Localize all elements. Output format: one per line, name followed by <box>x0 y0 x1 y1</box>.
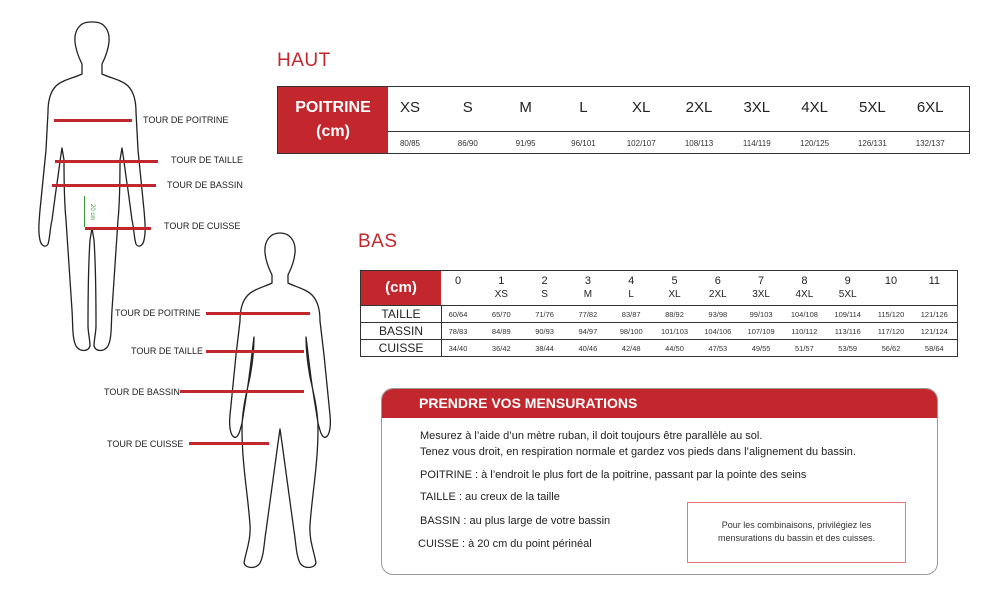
bas-cell-value: 110/112 <box>791 327 818 336</box>
haut-chest-value: 126/131 <box>857 139 887 148</box>
bas-size-letter: 3XL <box>752 289 770 300</box>
bas-title: BAS <box>358 231 398 252</box>
bas-divider-2 <box>361 322 957 323</box>
haut-size-label: 4XL <box>801 99 828 116</box>
bas-cell-value: 38/44 <box>535 344 554 353</box>
male-chest-line <box>54 119 132 122</box>
bas-header-cell: (cm) <box>361 271 441 305</box>
bas-cell-value: 107/109 <box>747 327 775 336</box>
haut-chest-value: 91/95 <box>515 139 536 148</box>
bas-cell-value: 71/76 <box>535 310 554 319</box>
haut-header-line1: POITRINE <box>295 99 371 116</box>
haut-chest-value: 86/90 <box>457 139 478 148</box>
bas-cell-value: 117/120 <box>877 327 905 336</box>
bas-cell-value: 51/57 <box>795 344 814 353</box>
bas-cell-value: 56/62 <box>881 344 901 353</box>
haut-chest-value: 96/101 <box>571 139 596 148</box>
mensurations-bassin: BASSIN : au plus large de votre bassin <box>420 515 611 527</box>
bas-cell-value: 65/70 <box>491 310 511 319</box>
bas-row-label: BASSIN <box>378 324 423 338</box>
bas-row-label: TAILLE <box>381 307 421 321</box>
mensurations-line2: Tenez vous droit, en respiration normale et gardez vos pieds dans l’alignement du bassin. <box>420 446 856 458</box>
male-20cm-label: 20 cm <box>89 204 95 221</box>
bas-cell-value: 121/124 <box>920 327 948 336</box>
bas-cell-value: 84/89 <box>491 327 511 336</box>
bas-size-letter: M <box>583 289 593 300</box>
bas-cell-value: 36/42 <box>491 344 511 353</box>
male-waist-line <box>55 160 158 163</box>
male-label-cuisse: TOUR DE CUISSE <box>164 221 241 231</box>
bas-size-number: 7 <box>758 275 765 287</box>
bas-size-number: 0 <box>454 275 462 287</box>
mensurations-title: PRENDRE VOS MENSURATIONS <box>382 389 937 418</box>
bas-size-number: 10 <box>884 275 898 287</box>
male-label-bassin: TOUR DE BASSIN <box>167 180 243 190</box>
female-label-taille: TOUR DE TAILLE <box>131 346 204 356</box>
haut-chest-value: 114/119 <box>742 139 771 148</box>
haut-size-label: 3XL <box>743 99 771 116</box>
haut-chest-value: 132/137 <box>915 139 945 148</box>
male-20cm-guide <box>84 196 85 227</box>
bas-cell-value: 101/103 <box>660 327 689 336</box>
bas-cell-value: 49/55 <box>751 344 771 353</box>
haut-size-label: XS <box>399 99 420 116</box>
haut-chest-value: 120/125 <box>800 139 830 148</box>
haut-chest-value: 80/85 <box>399 139 421 148</box>
bas-cell-value: 90/93 <box>535 327 554 336</box>
female-label-cuisse: TOUR DE CUISSE <box>107 439 184 449</box>
bas-divider-1 <box>361 305 957 306</box>
bas-cell-value: 60/64 <box>448 310 468 319</box>
haut-size-label: M <box>519 99 532 116</box>
bas-size-letter: 5XL <box>838 289 857 300</box>
bas-cell-value: 58/64 <box>924 344 944 353</box>
mensurations-panel <box>381 388 938 575</box>
male-label-poitrine: TOUR DE POITRINE <box>143 115 229 125</box>
bas-size-letter: S <box>541 289 548 300</box>
haut-chest-value: 108/113 <box>684 139 714 148</box>
bas-size-number: 5 <box>671 275 678 287</box>
haut-header-cell <box>278 87 388 153</box>
bas-cell-value: 47/53 <box>708 344 728 353</box>
bas-cell-value: 78/83 <box>448 327 468 336</box>
bas-cell-value: 99/103 <box>749 310 773 319</box>
bas-size-number: 4 <box>628 275 635 287</box>
female-chest-line <box>206 312 310 315</box>
mensurations-taille: TAILLE : au creux de la taille <box>420 491 560 503</box>
bas-size-letter: XS <box>494 289 508 300</box>
haut-size-label: XL <box>632 99 651 116</box>
haut-size-label: 6XL <box>916 99 944 116</box>
bas-size-number: 9 <box>844 275 851 287</box>
male-hip-line <box>52 184 156 187</box>
bas-size-number: 3 <box>584 275 591 287</box>
bas-cell-value: 53/59 <box>838 344 858 353</box>
bas-row-label: CUISSE <box>378 341 424 355</box>
bas-cell-value: 44/50 <box>665 344 684 353</box>
male-thigh-line <box>85 227 151 230</box>
female-label-poitrine: TOUR DE POITRINE <box>115 308 201 318</box>
haut-chest-value: 102/107 <box>626 139 656 148</box>
bas-cell-value: 88/92 <box>665 310 684 319</box>
bas-size-number: 1 <box>498 275 505 287</box>
bas-size-letter: XL <box>668 289 681 300</box>
bas-cell-value: 104/106 <box>704 327 732 336</box>
haut-title: HAUT <box>277 50 331 71</box>
mensurations-line1: Mesurez à l’aide d’un mètre ruban, il doit toujours être parallèle au sol. <box>420 430 763 442</box>
bas-size-letter: 2XL <box>708 289 727 300</box>
bas-cell-value: 104/108 <box>790 310 818 319</box>
bas-size-number: 6 <box>714 275 721 287</box>
bas-cell-value: 93/98 <box>708 310 728 319</box>
haut-size-label: S <box>462 99 473 116</box>
bas-cell-value: 115/120 <box>877 310 905 319</box>
male-label-taille: TOUR DE TAILLE <box>171 155 244 165</box>
bas-divider-3 <box>361 339 957 340</box>
bas-cell-value: 113/116 <box>834 327 861 336</box>
haut-header-line2: (cm) <box>316 123 350 140</box>
bas-cell-value: 109/114 <box>834 310 861 319</box>
note-line1: Pour les combinaisons, privilégiez les <box>721 520 872 530</box>
mensurations-poitrine: POITRINE : à l’endroit le plus fort de la poitrine, passant par la pointe des seins <box>420 469 807 481</box>
bas-size-table <box>360 270 958 357</box>
haut-size-label: L <box>579 99 588 116</box>
combinaison-note <box>687 502 906 563</box>
mensurations-cuisse: CUISSE : à 20 cm du point périnéal <box>418 538 592 550</box>
bas-size-number: 8 <box>801 275 808 287</box>
note-line2: mensurations du bassin et des cuisses. <box>717 533 876 543</box>
haut-size-label: 2XL <box>685 99 713 116</box>
bas-size-number: 11 <box>928 275 940 287</box>
haut-row-divider <box>388 131 969 132</box>
female-silhouette <box>200 225 360 585</box>
bas-cell-value: 94/97 <box>578 327 598 336</box>
haut-size-table <box>277 86 970 154</box>
female-waist-line <box>206 350 304 353</box>
bas-cell-value: 34/40 <box>448 344 468 353</box>
female-thigh-line <box>189 442 269 445</box>
haut-size-label: 5XL <box>859 99 886 116</box>
bas-cell-value: 98/100 <box>619 327 643 336</box>
bas-cell-value: 42/48 <box>621 344 641 353</box>
bas-size-letter: L <box>628 289 634 300</box>
bas-cell-value: 121/126 <box>920 310 948 319</box>
bas-cell-value: 83/87 <box>621 310 641 319</box>
female-hip-line <box>180 390 304 393</box>
bas-size-number: 2 <box>541 275 548 287</box>
bas-cell-value: 40/46 <box>578 344 598 353</box>
bas-size-letter: 4XL <box>795 289 814 300</box>
female-label-bassin: TOUR DE BASSIN <box>104 387 180 397</box>
bas-cell-value: 77/82 <box>578 310 598 319</box>
